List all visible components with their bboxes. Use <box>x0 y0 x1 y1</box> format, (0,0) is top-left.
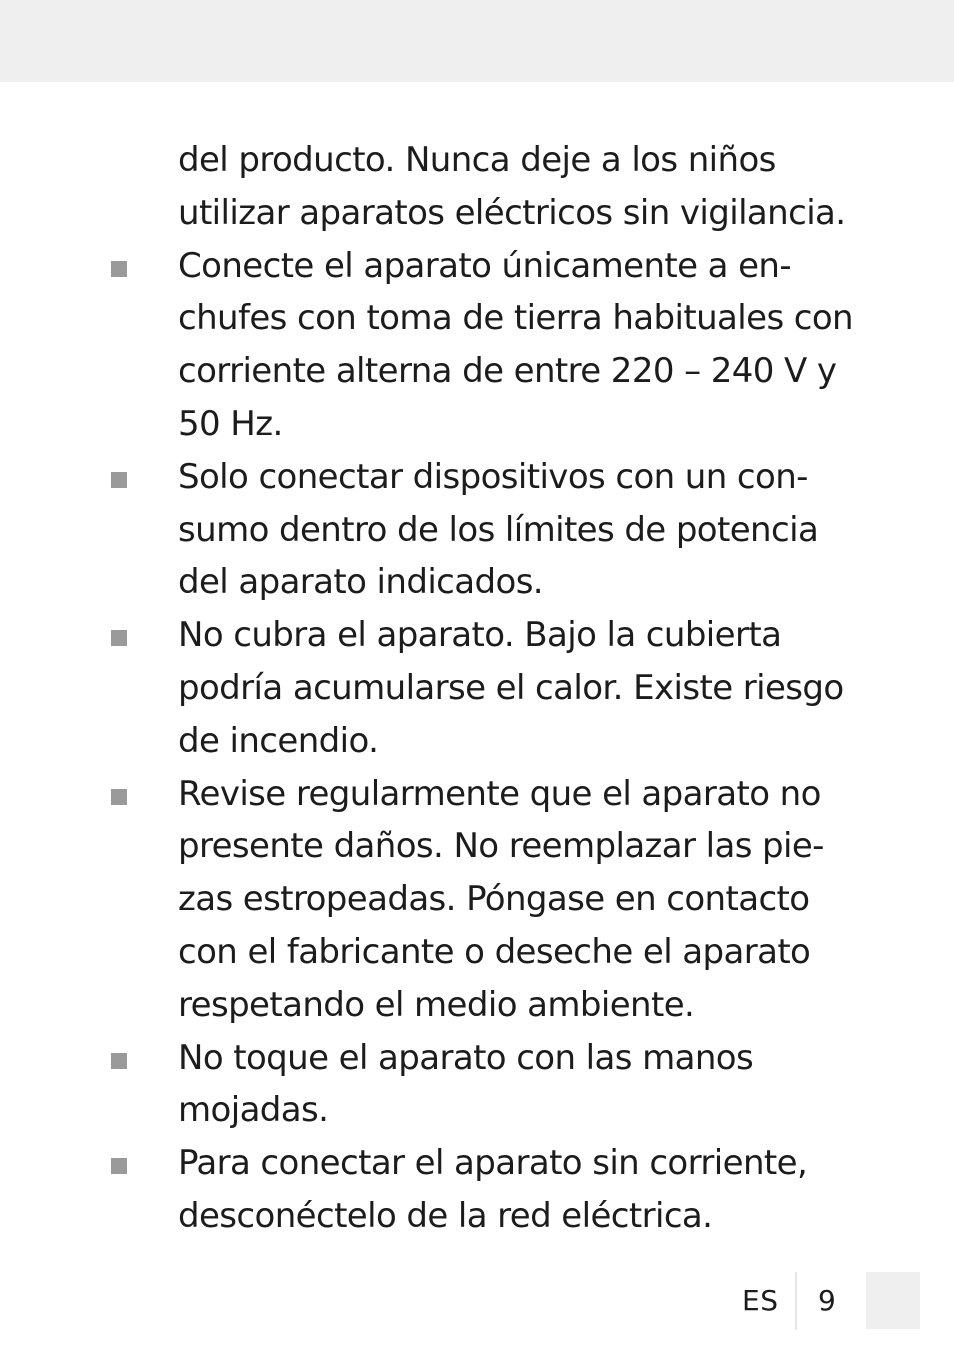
text-line: Revise regularmente que el aparato no <box>178 773 821 814</box>
text-line: No toque el aparato con las manos <box>178 1037 754 1078</box>
page-number: 9 <box>818 1284 836 1317</box>
square-bullet-icon <box>111 1158 127 1174</box>
footer-divider <box>795 1272 797 1330</box>
bullet-item-check-damage <box>0 768 858 1032</box>
bullet-item-disconnect <box>0 1137 858 1243</box>
text-line: podría acumularse el calor. Existe riesgo <box>178 667 844 708</box>
square-bullet-icon <box>111 1053 127 1069</box>
text-line: con el fabricante o deseche el aparato <box>178 931 811 972</box>
text-line: chufes con toma de tierra habituales con <box>178 298 854 339</box>
text-line: de incendio. <box>178 720 379 761</box>
text-line: sumo dentro de los límites de potencia <box>178 509 819 550</box>
text-line: respetando el medio ambiente. <box>178 984 695 1025</box>
text-line: mojadas. <box>178 1090 329 1131</box>
square-bullet-icon <box>111 630 127 646</box>
square-bullet-icon <box>111 789 127 805</box>
text-line: Para conectar el aparato sin corriente, <box>178 1143 808 1184</box>
top-header-band <box>0 0 954 82</box>
text-line: Solo conectar dispositivos con un con- <box>178 456 808 497</box>
bullet-item-do-not-cover <box>0 609 858 767</box>
text-line: del producto. Nunca deje a los niños <box>178 140 776 180</box>
square-bullet-icon <box>111 261 127 277</box>
text-line: presente daños. No reemplazar las pie- <box>178 826 824 867</box>
text-line: desconéctelo de la red eléctrica. <box>178 1195 713 1236</box>
text-line: corriente alterna de entre 220 – 240 V y <box>178 351 837 392</box>
text-line: Conecte el aparato únicamente a en- <box>178 245 792 286</box>
square-bullet-icon <box>111 472 127 488</box>
bullet-item-wet-hands <box>0 1032 858 1138</box>
text-line: 50 Hz. <box>178 403 283 444</box>
page-edge-tab <box>866 1272 920 1329</box>
document-body <box>0 134 954 1243</box>
paragraph-continuation <box>0 134 858 240</box>
text-line: utilizar aparatos eléctricos sin vigilancia. <box>178 192 846 233</box>
page-footer <box>0 1272 954 1330</box>
bullet-item-power-limits <box>0 451 858 609</box>
text-line: zas estropeadas. Póngase en contacto <box>178 879 810 920</box>
language-code: ES <box>742 1284 779 1317</box>
text-line: del aparato indicados. <box>178 562 544 603</box>
text-line: No cubra el aparato. Bajo la cubierta <box>178 615 782 656</box>
bullet-item-grounded-outlet <box>0 240 858 451</box>
